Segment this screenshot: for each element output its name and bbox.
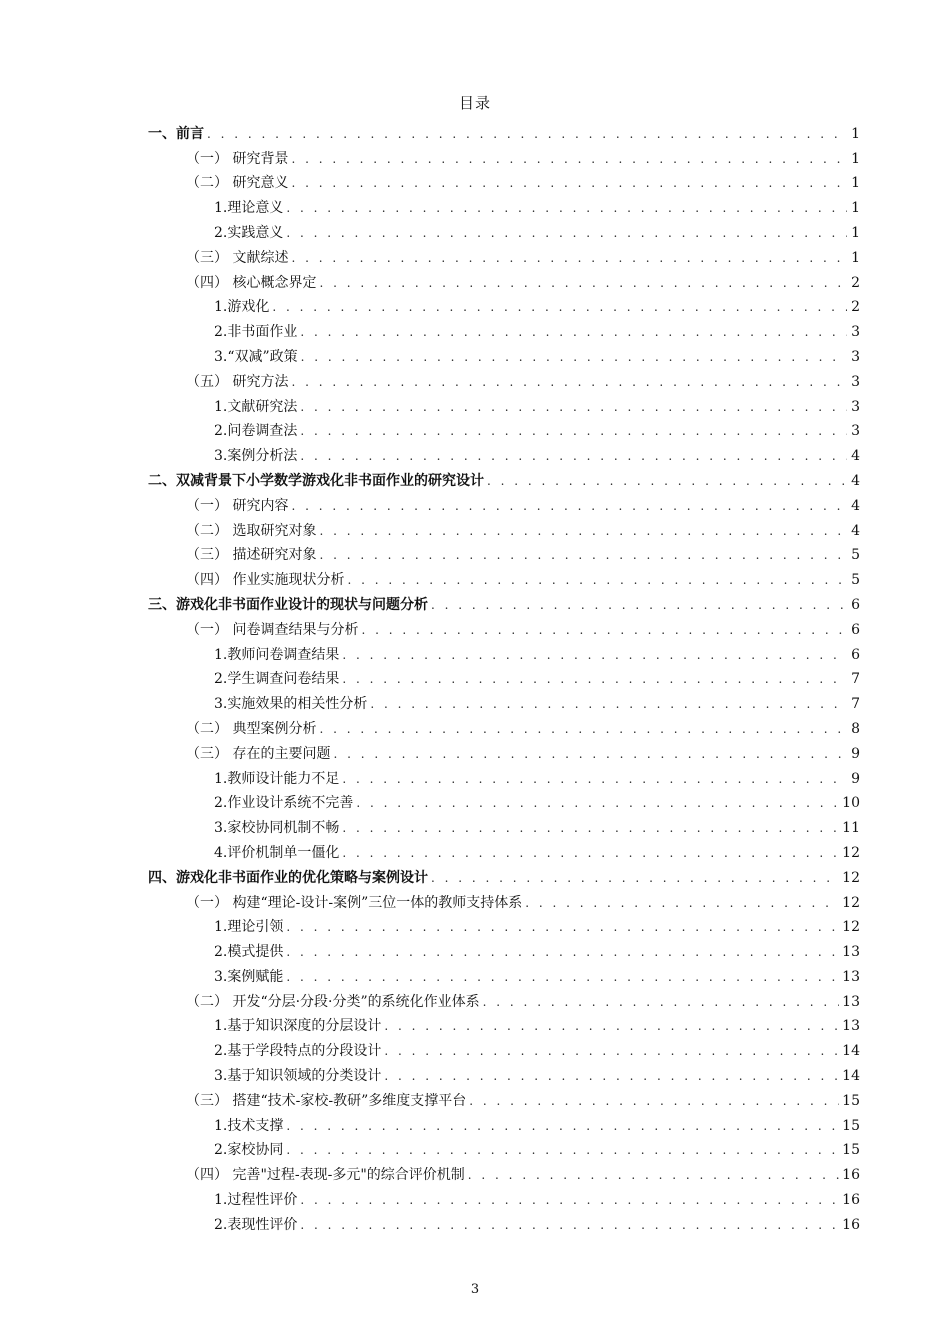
dot-leader [300, 398, 847, 416]
toc-entry[interactable] [148, 118, 860, 143]
toc-entry-page: 1 [851, 175, 860, 192]
dot-leader [300, 1216, 839, 1234]
dot-leader [291, 497, 847, 515]
toc-entry-page: 10 [842, 795, 860, 812]
toc-entry[interactable] [148, 688, 860, 713]
dot-leader [207, 125, 847, 143]
dot-leader [286, 199, 847, 217]
toc-entry[interactable] [148, 391, 860, 416]
toc-entry[interactable] [148, 936, 860, 961]
toc-entry-page: 4 [851, 448, 860, 465]
toc-entry-page: 1 [851, 200, 860, 217]
toc-entry-page: 15 [842, 1092, 860, 1109]
toc-entry-page: 4 [851, 472, 860, 489]
toc-entry-page: 4 [851, 497, 860, 514]
dot-leader [291, 249, 847, 267]
toc-entry-page: 1 [851, 125, 860, 142]
toc-entry-page: 13 [842, 944, 860, 961]
toc-entry-label: （一） 研究背景 [186, 150, 289, 167]
dot-leader [319, 522, 847, 540]
toc-entry[interactable] [148, 341, 860, 366]
toc-entry[interactable] [148, 1060, 860, 1085]
toc-entry-page: 9 [851, 745, 860, 762]
dot-leader [384, 1017, 839, 1035]
toc-entry-label: 1.技术支撑 [214, 1117, 284, 1134]
toc-entry-page: 16 [842, 1216, 860, 1233]
dot-leader [301, 348, 847, 366]
page-number: 3 [470, 1282, 480, 1297]
toc-entry-label: （二） 开发“分层·分段·分类”的系统化作业体系 [186, 993, 480, 1010]
toc-entry-page: 14 [842, 1068, 860, 1085]
toc-entry-page: 13 [842, 1018, 860, 1035]
toc-entry-page: 6 [851, 596, 860, 613]
toc-entry[interactable] [148, 961, 860, 986]
toc-entry[interactable] [148, 1159, 860, 1184]
toc-entry-page: 12 [842, 919, 860, 936]
toc-entry-page: 5 [851, 572, 860, 589]
dot-leader [286, 943, 839, 961]
toc-entry[interactable] [148, 1135, 860, 1160]
dot-leader [431, 869, 839, 887]
dot-leader [487, 472, 847, 490]
toc-entry[interactable] [148, 589, 860, 614]
dot-leader [300, 323, 847, 341]
toc-entry[interactable] [148, 639, 860, 664]
dot-leader [291, 174, 847, 192]
toc-entry[interactable] [148, 564, 860, 589]
toc-entry[interactable] [148, 887, 860, 912]
dot-leader [483, 993, 840, 1011]
toc-entry-label: 3.家校协同机制不畅 [214, 820, 340, 837]
toc-entry[interactable] [148, 316, 860, 341]
toc-entry-label: 三、游戏化非书面作业设计的现状与问题分析 [148, 596, 428, 613]
toc-entry-page: 1 [851, 224, 860, 241]
dot-leader [291, 150, 847, 168]
dot-leader [347, 571, 847, 589]
toc-entry[interactable] [148, 366, 860, 391]
dot-leader [286, 968, 839, 986]
toc-entry[interactable] [148, 763, 860, 788]
toc-entry[interactable] [148, 738, 860, 763]
toc-entry[interactable] [148, 465, 860, 490]
dot-leader [333, 745, 847, 763]
toc-entry-label: 2.家校协同 [214, 1142, 284, 1159]
toc-entry-label: （二） 研究意义 [186, 175, 289, 192]
toc-entry-label: 1.过程性评价 [214, 1192, 298, 1209]
toc-entry[interactable] [148, 242, 860, 267]
dot-leader [286, 1141, 839, 1159]
dot-leader [286, 1117, 839, 1135]
toc-entry-page: 5 [851, 547, 860, 564]
toc-entry-label: 2.基于学段特点的分段设计 [214, 1043, 382, 1060]
dot-leader [342, 770, 847, 788]
dot-leader [384, 1042, 839, 1060]
toc-entry-label: 2.实践意义 [214, 224, 284, 241]
toc-entry-page: 1 [851, 249, 860, 266]
toc-entry-label: （三） 存在的主要问题 [186, 745, 331, 762]
dot-leader [286, 918, 839, 936]
toc-entry-label: （二） 选取研究对象 [186, 522, 317, 539]
dot-leader [468, 1166, 839, 1184]
toc-entry-label: （四） 作业实施现状分析 [186, 572, 345, 589]
toc-entry[interactable] [148, 540, 860, 565]
toc-entry-label: 3.案例分析法 [214, 448, 298, 465]
toc-entry-page: 16 [842, 1192, 860, 1209]
toc-entry-label: 1.理论意义 [214, 200, 284, 217]
dot-leader [370, 695, 847, 713]
toc-entry-page: 3 [851, 348, 860, 365]
dot-leader [319, 546, 847, 564]
toc-entry-label: （三） 文献综述 [186, 249, 289, 266]
toc-entry[interactable] [148, 192, 860, 217]
toc-entry-page: 3 [851, 373, 860, 390]
toc-entry-label: （三） 搭建“技术-家校-教研”多维度支撑平台 [186, 1092, 467, 1109]
toc-entry-page: 12 [842, 869, 860, 886]
toc-entry-page: 13 [842, 993, 860, 1010]
toc-entry-label: 1.文献研究法 [214, 398, 298, 415]
toc-entry-label: （四） 核心概念界定 [186, 274, 317, 291]
toc-entry-page: 15 [842, 1117, 860, 1134]
dot-leader [431, 596, 847, 614]
toc-entry-label: 3.“双减”政策 [214, 348, 298, 365]
dot-leader [300, 1191, 839, 1209]
toc-entry-label: 3.基于知识领域的分类设计 [214, 1068, 382, 1085]
toc-entry[interactable] [148, 292, 860, 317]
toc-entry-label: （四） 完善"过程-表现-多元"的综合评价机制 [186, 1167, 465, 1184]
toc-entry[interactable] [148, 986, 860, 1011]
toc-entry[interactable] [148, 1011, 860, 1036]
dot-leader [469, 1092, 839, 1110]
toc-entry-page: 8 [851, 720, 860, 737]
toc-entry-label: 2.作业设计系统不完善 [214, 795, 354, 812]
toc-entry[interactable] [148, 713, 860, 738]
dot-leader [319, 274, 847, 292]
toc-entry[interactable] [148, 515, 860, 540]
toc-entry-label: 3.实施效果的相关性分析 [214, 696, 368, 713]
toc-entry[interactable] [148, 862, 860, 887]
toc-entry-page: 13 [842, 968, 860, 985]
toc-entry-page: 6 [851, 646, 860, 663]
toc-entry-page: 12 [842, 894, 860, 911]
toc-entry-label: 2.表现性评价 [214, 1216, 298, 1233]
toc-entry[interactable] [148, 217, 860, 242]
toc-entry-label: （三） 描述研究对象 [186, 547, 317, 564]
toc-entry-page: 12 [842, 844, 860, 861]
dot-leader [361, 621, 847, 639]
toc-entry-page: 11 [842, 820, 860, 837]
dot-leader [342, 844, 839, 862]
dot-leader [300, 447, 847, 465]
dot-leader [319, 720, 847, 738]
toc-entry[interactable] [148, 1035, 860, 1060]
toc-entry-label: 1.教师问卷调查结果 [214, 646, 340, 663]
toc-entry-label: 3.案例赋能 [214, 968, 284, 985]
toc-entry-page: 1 [851, 150, 860, 167]
toc-entry[interactable] [148, 1110, 860, 1135]
dot-leader [300, 422, 847, 440]
dot-leader [342, 819, 839, 837]
toc-entry-label: 二、双减背景下小学数学游戏化非书面作业的研究设计 [148, 472, 484, 489]
toc-title: 目录 [458, 94, 491, 112]
toc-entry[interactable] [148, 168, 860, 193]
toc-entry[interactable] [148, 837, 860, 862]
toc-entry-label: 2.问卷调查法 [214, 423, 298, 440]
toc-entry-page: 2 [851, 299, 860, 316]
toc-entry[interactable] [148, 416, 860, 441]
dot-leader [342, 646, 847, 664]
toc-entry-label: 1.教师设计能力不足 [214, 770, 340, 787]
toc-entry-label: 2.非书面作业 [214, 324, 298, 341]
toc-entry[interactable] [148, 490, 860, 515]
toc-entry[interactable] [148, 267, 860, 292]
dot-leader [342, 670, 847, 688]
toc-entry-label: 2.学生调查问卷结果 [214, 671, 340, 688]
toc-entry-page: 14 [842, 1043, 860, 1060]
toc-entry-page: 6 [851, 621, 860, 638]
dot-leader [286, 224, 847, 242]
toc-entry-label: 一、前言 [148, 125, 204, 142]
toc-entry-label: （一） 问卷调查结果与分析 [186, 621, 359, 638]
toc-entry-label: 4.评价机制单一僵化 [214, 844, 340, 861]
toc-entry-page: 3 [851, 324, 860, 341]
toc-entry-label: 1.理论引领 [214, 919, 284, 936]
toc-entry-page: 4 [851, 522, 860, 539]
toc-entry[interactable] [148, 1184, 860, 1209]
dot-leader [356, 794, 839, 812]
toc-entry[interactable] [148, 1085, 860, 1110]
toc-entry-label: 1.基于知识深度的分层设计 [214, 1018, 382, 1035]
toc-entry-label: 2.模式提供 [214, 944, 284, 961]
table-of-contents [148, 118, 860, 1234]
toc-entry[interactable] [148, 664, 860, 689]
toc-entry[interactable] [148, 1209, 860, 1234]
toc-entry-page: 3 [851, 423, 860, 440]
toc-entry[interactable] [148, 614, 860, 639]
toc-entry[interactable] [148, 912, 860, 937]
toc-entry-label: 1.游戏化 [214, 299, 270, 316]
toc-entry-page: 3 [851, 398, 860, 415]
toc-entry[interactable] [148, 440, 860, 465]
toc-entry-label: （二） 典型案例分析 [186, 720, 317, 737]
toc-entry-page: 2 [851, 274, 860, 291]
dot-leader [384, 1067, 839, 1085]
toc-entry[interactable] [148, 812, 860, 837]
toc-entry-page: 7 [851, 671, 860, 688]
dot-leader [272, 298, 847, 316]
toc-entry-label: （一） 构建“理论-设计-案例”三位一体的教师支持体系 [186, 894, 523, 911]
dot-leader [525, 894, 839, 912]
dot-leader [291, 373, 847, 391]
toc-entry[interactable] [148, 143, 860, 168]
toc-entry-label: 四、游戏化非书面作业的优化策略与案例设计 [148, 869, 428, 886]
toc-entry-page: 7 [851, 696, 860, 713]
toc-entry-page: 9 [851, 770, 860, 787]
toc-entry-page: 15 [842, 1142, 860, 1159]
toc-entry-label: （一） 研究内容 [186, 497, 289, 514]
toc-entry-label: （五） 研究方法 [186, 373, 289, 390]
toc-entry[interactable] [148, 788, 860, 813]
toc-entry-page: 16 [842, 1167, 860, 1184]
